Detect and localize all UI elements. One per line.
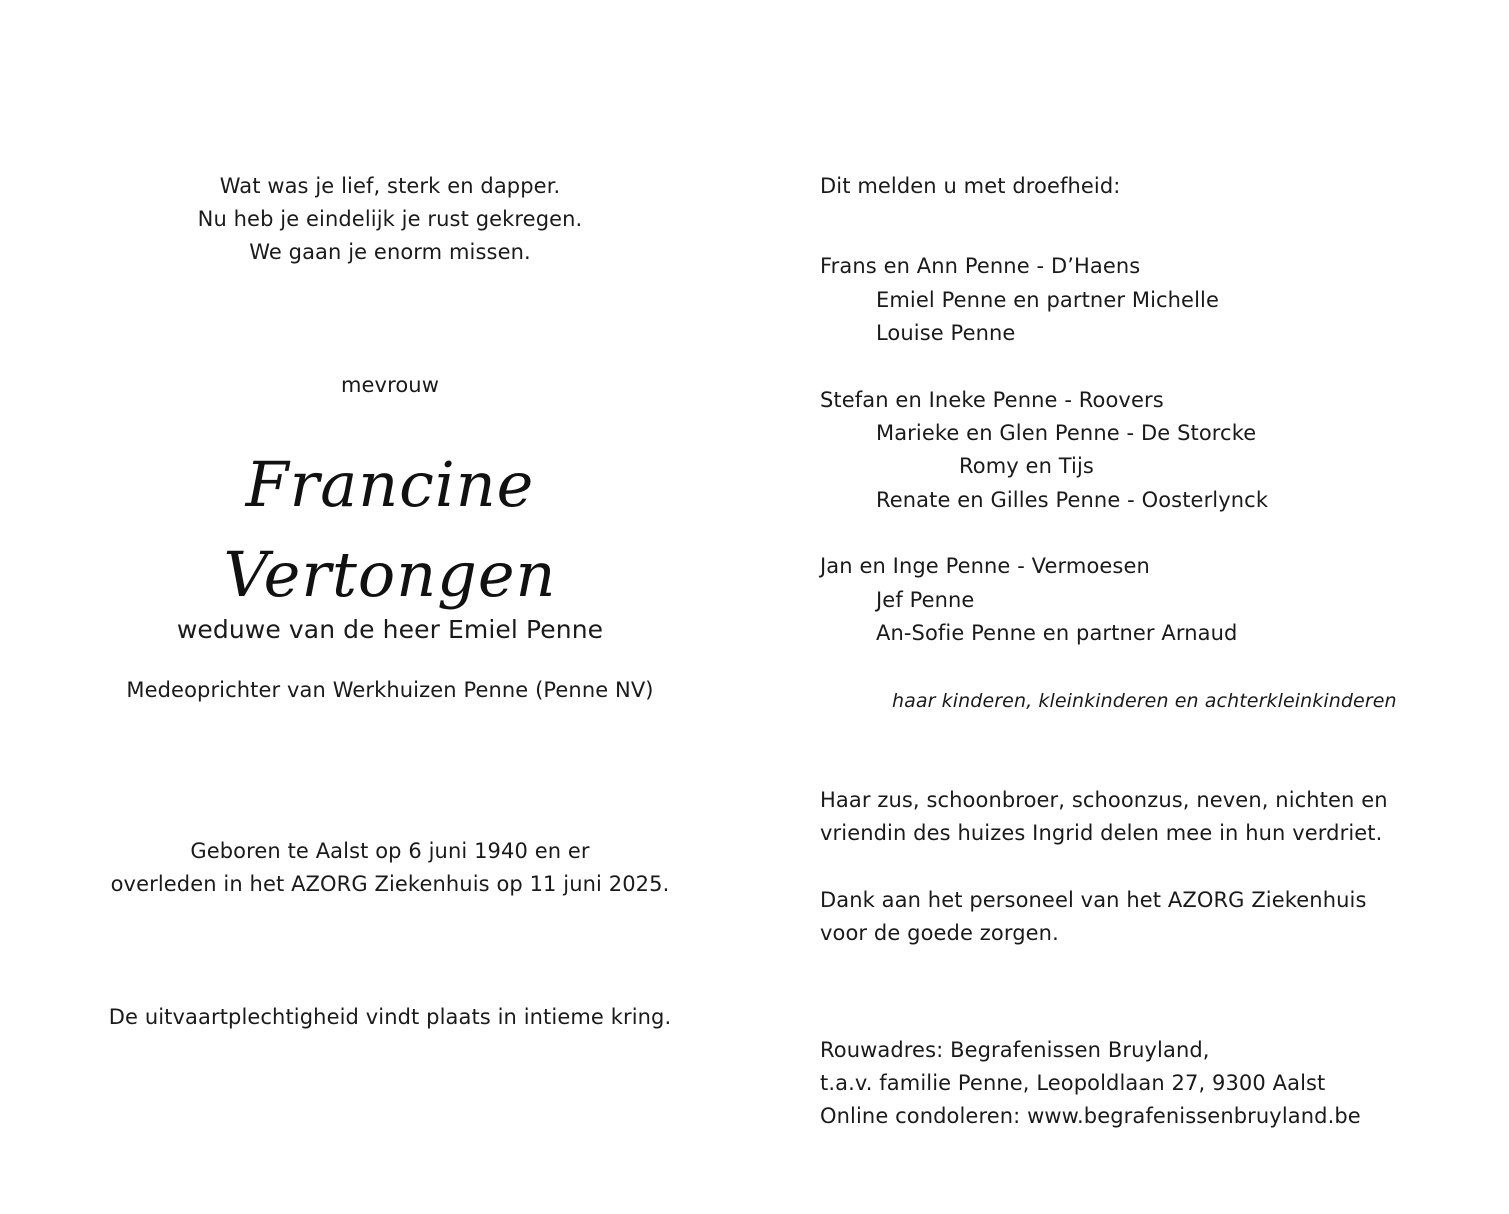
thanks-line-1: Dank aan het personeel van het AZORG Ziekenhuis xyxy=(820,888,1367,912)
family-3-member-2: An-Sofie Penne en partner Arnaud xyxy=(876,621,1238,645)
verse-line-3: We gaan je enorm missen. xyxy=(249,240,531,264)
family-3-head: Jan en Inge Penne - Vermoesen xyxy=(820,554,1150,578)
relation-line: haar kinderen, kleinkinderen en achterkleinkinderen xyxy=(892,690,1397,712)
family-2-grandchildren: Romy en Tijs xyxy=(959,454,1094,478)
born-line-2: overleden in het AZORG Ziekenhuis op 11 juni 2025. xyxy=(110,872,670,896)
address-line-2: t.a.v. familie Penne, Leopoldlaan 27, 9300 Aalst xyxy=(820,1071,1326,1095)
family-2-head: Stefan en Ineke Penne - Roovers xyxy=(820,388,1164,412)
family-2-member-1: Marieke en Glen Penne - De Storcke xyxy=(876,421,1257,445)
address-line-1: Rouwadres: Begrafenissen Bruyland, xyxy=(820,1038,1210,1062)
thanks-line-2: voor de goede zorgen. xyxy=(820,921,1059,945)
family-2-member-2: Renate en Gilles Penne - Oosterlynck xyxy=(876,488,1269,512)
born-line-1: Geboren te Aalst op 6 juni 1940 en er xyxy=(190,839,590,863)
family-1-member-1: Emiel Penne en partner Michelle xyxy=(876,288,1219,312)
sister-line-2: vriendin des huizes Ingrid delen mee in hun verdriet. xyxy=(820,821,1383,845)
family-1-member-2: Louise Penne xyxy=(876,321,1016,345)
widow-line: weduwe van de heer Emiel Penne xyxy=(176,615,604,644)
verse-line-1: Wat was je lief, sterk en dapper. xyxy=(219,174,561,198)
verse-line-2: Nu heb je eindelijk je rust gekregen. xyxy=(197,207,583,231)
funeral-line: De uitvaartplechtigheid vindt plaats in intieme kring. xyxy=(108,1005,672,1029)
condolence-link[interactable]: Online condoleren: www.begrafenissenbruyland.be xyxy=(820,1104,1361,1128)
intro-line: Dit melden u met droefheid: xyxy=(820,174,1121,198)
family-3-member-1: Jef Penne xyxy=(876,588,975,612)
family-1-head: Frans en Ann Penne - D’Haens xyxy=(820,254,1141,278)
cofounder-line: Medeoprichter van Werkhuizen Penne (Penne NV) xyxy=(126,678,654,702)
title-mevrouw: mevrouw xyxy=(340,373,439,397)
sister-line-1: Haar zus, schoonbroer, schoonzus, neven, nichten en xyxy=(820,788,1388,812)
deceased-name: Francine Vertongen xyxy=(223,448,557,611)
